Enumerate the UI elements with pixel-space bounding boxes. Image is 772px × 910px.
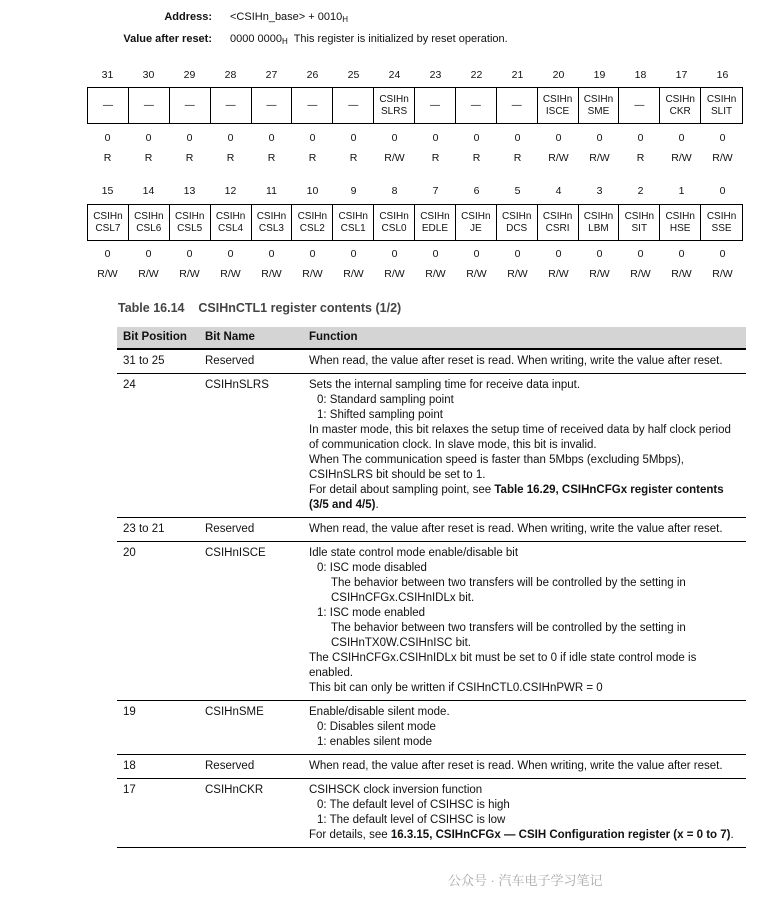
bit-cell-value: R/W [589, 268, 610, 280]
bit-cell-value: R/W [343, 268, 364, 280]
bit-field-name: JE [469, 222, 482, 234]
reset-value: 0000 $0000_H$ This register is initialized by reset operation. [230, 33, 508, 46]
bit-position-cell: 24 [117, 374, 199, 518]
bit-field-cell [129, 88, 170, 123]
bit-cell-value: R/W [261, 268, 282, 280]
bit-cell-value: R/W [630, 268, 651, 280]
header-function: Function [303, 327, 746, 349]
bit-cell-value: 11 [266, 185, 277, 197]
bit-cell-value: 16 [716, 69, 729, 81]
bit-field-name: CSIHn [379, 93, 409, 105]
function-text: 0: The default level of CSIHSC is high [317, 799, 510, 811]
bit-field-name: CSIHn [583, 210, 614, 222]
bit-field-cell [497, 205, 538, 240]
table-row [117, 542, 746, 701]
function-line [309, 783, 740, 798]
bit-cell-value: 0 [637, 248, 644, 260]
bit-field-name: CSIHn [93, 210, 123, 222]
bit-field-cell [170, 88, 211, 123]
bit-cell-value: 13 [183, 185, 196, 197]
bit-cell-value: 20 [552, 69, 565, 81]
bit-field-name: CSIHn [134, 210, 164, 222]
function-text: For detail about sampling point, see [309, 484, 495, 496]
bit-field-name: SSE [711, 222, 732, 234]
function-cell [303, 374, 746, 518]
function-text: For details, see [309, 829, 391, 841]
bit-field-name: DCS [506, 222, 528, 234]
bit-cell-value: 6 [473, 185, 480, 197]
bit-cell-value: R/W [548, 152, 569, 164]
function-line [309, 378, 740, 393]
function-line [309, 423, 740, 453]
table-row [117, 701, 746, 755]
bit-field-name: CSRI [545, 222, 570, 234]
function-cell [303, 755, 746, 779]
bit-field-cell [660, 205, 701, 240]
bit-field-name: CKR [669, 105, 691, 117]
bit-field-cell [333, 205, 374, 240]
function-text: CSIHSCK clock inversion function [309, 784, 483, 796]
function-text: The behavior between two transfers will be controlled by the setting in CSIHnCFGx.CSIHnIDLx bit. [331, 577, 686, 604]
bit-position-cell: 18 [117, 755, 199, 779]
bit-cell-value: 0 [104, 132, 111, 144]
bit-field-cell [579, 205, 620, 240]
function-text: When The communication speed is faster than 5Mbps (excluding 5Mbps), CSIHnSLRS bit should be set to 1. [309, 454, 685, 481]
bit-field-cell [538, 88, 579, 123]
function-line [309, 813, 740, 828]
bit-cell-value: 27 [265, 69, 278, 81]
bit-cell-value: 24 [388, 69, 401, 81]
function-text: The behavior between two transfers will be controlled by the setting in CSIHnTX0W.CSIHnISC bit. [331, 622, 686, 649]
bit-field-name: CSIHn [542, 93, 573, 105]
bit-cell-value: 10 [306, 185, 319, 197]
function-line [309, 681, 740, 696]
function-line [309, 720, 740, 735]
function-line [309, 705, 740, 720]
function-text: When read, the value after reset is read. When writing, write the value after reset. [309, 760, 723, 772]
bit-field-cell [88, 205, 129, 240]
function-cell [303, 518, 746, 542]
function-cell [303, 349, 746, 374]
bit-cell-value: 9 [350, 185, 357, 197]
bit-field-cell [211, 205, 252, 240]
bit-field-name: — [307, 99, 318, 111]
bit-field-name: CSIHn [215, 210, 246, 222]
bit-cell-value: R/W [671, 268, 692, 280]
bit-field-cell [701, 205, 742, 240]
function-line [309, 546, 740, 561]
function-text: 0: Disables silent mode [317, 721, 436, 733]
bit-cell-value: R [513, 152, 522, 164]
bit-field-cell [129, 205, 170, 240]
bit-field-name: CSIHn [174, 210, 205, 222]
function-line [309, 576, 740, 606]
bit-cell-value: R/W [384, 268, 405, 280]
bit-cell-value: R [431, 152, 440, 164]
bit-field-cell [292, 205, 333, 240]
bit-cell-value: 19 [593, 69, 606, 81]
bit-name-cell: Reserved [199, 349, 303, 374]
address-label: Address: [164, 11, 212, 23]
bit-cell-value: R [349, 152, 358, 164]
table-header-row [117, 327, 746, 349]
bit-cell-value: 0 [350, 248, 357, 260]
bit-cell-value: R/W [179, 268, 200, 280]
function-text: When read, the value after reset is read. When writing, write the value after reset. [309, 355, 723, 367]
bit-cell-value: 0 [596, 248, 603, 260]
bit-field-name: CSIHn [706, 210, 737, 222]
bit-cell-value: R/W [466, 268, 487, 280]
bit-field-name: HSE [669, 222, 691, 234]
bit-field-name: CSL2 [299, 222, 325, 234]
function-line [309, 606, 740, 621]
bit-cell-value: 0 [227, 132, 234, 144]
bit-cell-value: R/W [384, 152, 405, 164]
bit-cell-value: 0 [719, 132, 726, 144]
bit-field-name: — [429, 99, 440, 111]
bit-name-cell: CSIHnISCE [199, 542, 303, 701]
bit-cell-value: 0 [719, 248, 726, 260]
bit-field-cell [88, 88, 129, 123]
function-line [309, 651, 740, 681]
bit-cell-value: 0 [350, 132, 357, 144]
bit-cell-value: R [308, 152, 317, 164]
function-line [309, 354, 740, 369]
function-cell [303, 701, 746, 755]
bit-field-name: — [143, 99, 154, 111]
function-text: 1: ISC mode enabled [317, 607, 426, 619]
bit-field-cell [292, 88, 333, 123]
table-row [117, 779, 746, 848]
function-text: In master mode, this bit relaxes the setup time of received data by half clock period of communication clock. In slave mode, this bit is invalid. [309, 424, 731, 451]
bit-field-name: CSIHn [501, 210, 532, 222]
table-row [117, 755, 746, 779]
bit-cell-value: 0 [719, 185, 726, 197]
bit-cell-value: 23 [429, 69, 442, 81]
function-cell [303, 542, 746, 701]
bit-field-cell [456, 205, 497, 240]
bit-cell-value: 0 [145, 248, 152, 260]
bit-field-cell [211, 88, 252, 123]
bit-field-cell [701, 88, 742, 123]
bit-cell-value: 0 [432, 132, 439, 144]
bit-field-name: CSIHn [297, 210, 328, 222]
bit-cell-value: R/W [425, 268, 446, 280]
bit-position-cell: 31 to 25 [117, 349, 199, 374]
bit-cell-value: R/W [712, 152, 733, 164]
bit-field-name: CSIHn [461, 210, 491, 222]
bit-field-name: SIT [631, 222, 648, 234]
bit-cell-value: 18 [634, 69, 647, 81]
function-text: This bit can only be written if CSIHnCTL0.CSIHnPWR = 0 [309, 682, 603, 694]
bit-cell-value: 0 [268, 132, 275, 144]
bit-cell-value: 0 [104, 248, 111, 260]
function-line [309, 522, 740, 537]
function-text: 0: Standard sampling point [317, 394, 454, 406]
bit-position-cell: 17 [117, 779, 199, 848]
bit-field-name: — [225, 99, 236, 111]
bit-cell-value: 26 [306, 69, 319, 81]
bit-cell-value: 22 [470, 69, 483, 81]
bit-cell-value: 31 [101, 69, 114, 81]
bit-field-cell [619, 205, 660, 240]
bit-cell-value: 21 [511, 69, 524, 81]
bit-cell-value: 7 [432, 185, 439, 197]
bit-cell-value: R [185, 152, 194, 164]
bit-field-name: CSL0 [381, 222, 407, 234]
address-value: <CSIHn_base> + $0010_H$ [230, 11, 349, 24]
function-cell [303, 779, 746, 848]
bit-field-cell [415, 205, 456, 240]
bit-cell-value: 3 [596, 185, 603, 197]
function-line [309, 759, 740, 774]
bit-field-name: CSL5 [177, 222, 203, 234]
bit-field-name: CSL7 [95, 222, 121, 234]
bit-field-cell [456, 88, 497, 123]
function-text: Sets the internal sampling time for receive data input. [309, 379, 581, 391]
function-line [309, 735, 740, 750]
bit-cell-value: 0 [678, 132, 685, 144]
bit-cell-value: 0 [145, 132, 152, 144]
function-line [309, 483, 740, 513]
bit-cell-value: 0 [555, 248, 562, 260]
function-line [309, 453, 740, 483]
bit-cell-value: 0 [186, 132, 193, 144]
bit-cell-value: 0 [391, 248, 398, 260]
bit-field-name: EDLE [421, 222, 448, 234]
bit-field-name: ISCE [545, 105, 570, 117]
function-line [309, 828, 740, 843]
bit-cell-value: 25 [347, 69, 360, 81]
bit-cell-value: 4 [555, 185, 562, 197]
bit-field-name: CSL4 [218, 222, 244, 234]
bit-field-name: CSIHn [542, 210, 573, 222]
bit-cell-value: R/W [589, 152, 610, 164]
table-row [117, 374, 746, 518]
bit-cell-value: R [226, 152, 235, 164]
bit-cell-value: 0 [514, 132, 521, 144]
bit-field-name: SLRS [380, 105, 408, 117]
table-row [117, 349, 746, 374]
header-bit-position: Bit Position [117, 327, 199, 349]
bit-cell-value: 12 [224, 185, 237, 197]
bit-name-cell: CSIHnSME [199, 701, 303, 755]
bit-position-cell: 23 to 21 [117, 518, 199, 542]
bit-cell-value: R [636, 152, 645, 164]
bit-cell-value: 30 [142, 69, 155, 81]
bit-cell-value: R/W [507, 268, 528, 280]
bit-cell-value: 28 [224, 69, 237, 81]
bit-name-cell: CSIHnCKR [199, 779, 303, 848]
bit-cell-value: R/W [220, 268, 241, 280]
bit-field-name: CSIHn [420, 210, 450, 222]
reset-label: Value after reset: [123, 33, 212, 45]
bit-name-cell: Reserved [199, 518, 303, 542]
table-row [117, 518, 746, 542]
bit-field-cell [660, 88, 701, 123]
bit-cell-value: 5 [514, 185, 521, 197]
bit-field-name: CSL1 [340, 222, 366, 234]
bit-field-boxes [87, 204, 743, 241]
bit-field-name: SLIT [710, 105, 733, 117]
bit-cell-value: R/W [97, 268, 118, 280]
bit-field-name: CSIHn [379, 210, 409, 222]
bit-cell-value: 0 [637, 132, 644, 144]
bit-field-cell [252, 205, 293, 240]
bit-field-name: CSIHn [338, 210, 368, 222]
bit-cell-value: 14 [142, 185, 155, 197]
bit-field-cell [579, 88, 620, 123]
bit-field-cell [333, 88, 374, 123]
header-bit-name: Bit Name [199, 327, 303, 349]
bit-field-name: CSL6 [136, 222, 162, 234]
bit-name-cell: Reserved [199, 755, 303, 779]
bit-field-name: — [470, 99, 481, 111]
bit-field-name: CSIHn [706, 93, 737, 105]
bit-cell-value: 0 [186, 248, 193, 260]
bit-field-name: CSIHn [583, 93, 614, 105]
bit-cell-value: 29 [183, 69, 196, 81]
bit-cell-value: 0 [555, 132, 562, 144]
bit-field-cell [497, 88, 538, 123]
function-text: 1: Shifted sampling point [317, 409, 443, 421]
bit-field-cell [538, 205, 579, 240]
bit-cell-value: 0 [268, 248, 275, 260]
register-contents-table [117, 327, 746, 848]
bit-field-name: CSIHn [665, 210, 695, 222]
function-line [309, 561, 740, 576]
bit-field-name: CSL3 [258, 222, 284, 234]
bit-field-name: CSIHn [624, 210, 655, 222]
bit-cell-value: 1 [678, 185, 685, 197]
bit-cell-value: R [144, 152, 153, 164]
function-text: Enable/disable silent mode. [309, 706, 450, 718]
watermark: 公众号 · 汽车电子学习笔记 [448, 873, 603, 888]
bit-cell-value: 0 [309, 132, 316, 144]
bit-cell-value: 0 [678, 248, 685, 260]
cross-reference[interactable]: Table 16.29, CSIHnCFGx register contents (3/5 and 4/5) [309, 484, 724, 511]
bit-cell-value: R/W [302, 268, 323, 280]
bit-field-boxes [87, 87, 743, 124]
bit-cell-value: R [267, 152, 276, 164]
function-line [309, 621, 740, 651]
bit-cell-value: 0 [391, 132, 398, 144]
bit-field-cell [619, 88, 660, 123]
function-text-end: . [375, 499, 379, 511]
bit-cell-value: 0 [432, 248, 439, 260]
function-text: The CSIHnCFGx.CSIHnIDLx bit must be set to 0 if idle state control mode is enabled. [309, 652, 697, 679]
bit-name-cell: CSIHnSLRS [199, 374, 303, 518]
bit-field-cell [252, 88, 293, 123]
bit-field-cell [374, 88, 415, 123]
bit-cell-value: R [103, 152, 112, 164]
bit-field-cell [374, 205, 415, 240]
bit-field-name: — [511, 99, 522, 111]
function-text: 0: ISC mode disabled [317, 562, 427, 574]
bit-cell-value: R/W [712, 268, 733, 280]
bit-field-name: — [348, 99, 359, 111]
bit-cell-value: 0 [473, 132, 480, 144]
bit-cell-value: R/W [138, 268, 159, 280]
bit-cell-value: 15 [101, 185, 114, 197]
bit-field-name: CSIHn [256, 210, 287, 222]
bit-field-name: — [634, 99, 645, 111]
function-line [309, 798, 740, 813]
function-text: 1: The default level of CSIHSC is low [317, 814, 506, 826]
bit-cell-value: 8 [391, 185, 398, 197]
function-text-end: . [730, 829, 734, 841]
bit-cell-value: 0 [473, 248, 480, 260]
bit-cell-value: R/W [671, 152, 692, 164]
bit-position-cell: 19 [117, 701, 199, 755]
bit-cell-value: R [472, 152, 481, 164]
bit-field-cell [170, 205, 211, 240]
cross-reference[interactable]: 16.3.15, CSIHnCFGx — CSIH Configuration register (x = 0 to 7) [390, 829, 731, 841]
bit-field-cell [415, 88, 456, 123]
bit-field-name: — [266, 99, 277, 111]
function-text: When read, the value after reset is read. When writing, write the value after reset. [309, 523, 723, 535]
bit-cell-value: 0 [596, 132, 603, 144]
bit-field-name: CSIHn [665, 93, 695, 105]
bit-field-name: — [184, 99, 195, 111]
function-text: Idle state control mode enable/disable bit [309, 547, 519, 559]
bit-cell-value: 0 [227, 248, 234, 260]
bit-field-name: SME [587, 105, 610, 117]
table-caption: Table 16.14 CSIHnCTL1 register contents (1/2) [118, 301, 402, 315]
bit-cell-value: 17 [675, 69, 688, 81]
bit-cell-value: 2 [637, 185, 644, 197]
function-text: 1: enables silent mode [317, 736, 433, 748]
bit-field-name: — [102, 99, 113, 111]
bit-cell-value: 0 [309, 248, 316, 260]
bit-cell-value: R/W [548, 268, 569, 280]
bit-cell-value: 0 [514, 248, 521, 260]
function-line [309, 393, 740, 408]
bit-position-cell: 20 [117, 542, 199, 701]
function-line [309, 408, 740, 423]
bit-field-name: LBM [588, 222, 609, 234]
